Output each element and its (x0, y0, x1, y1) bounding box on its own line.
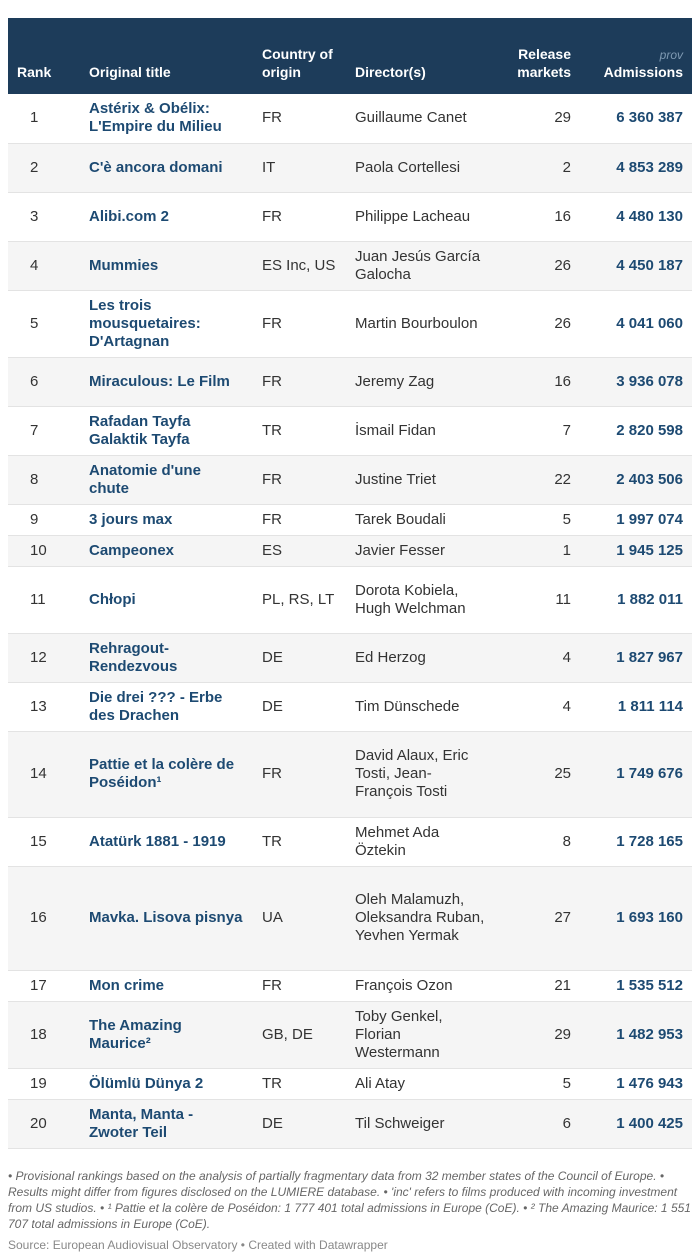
table-cell-rank: 20 (8, 1099, 80, 1148)
table-cell-country: ES (253, 535, 346, 566)
table-cell-admissions: 1 997 074 (580, 504, 692, 535)
table-cell-admissions: 1 535 512 (580, 970, 692, 1001)
table-cell-rank: 10 (8, 535, 80, 566)
table-cell-admissions: 1 400 425 (580, 1099, 692, 1148)
table-cell-admissions: 1 482 953 (580, 1001, 692, 1068)
table-cell-director: İsmail Fidan (346, 406, 494, 455)
table-cell-admissions: 4 450 187 (580, 241, 692, 290)
table-cell-director: Ali Atay (346, 1068, 494, 1099)
table-cell-markets: 29 (494, 94, 580, 143)
table-cell-rank: 2 (8, 143, 80, 192)
table-cell-markets: 16 (494, 192, 580, 241)
table-cell-admissions: 3 936 078 (580, 357, 692, 406)
table-cell-title: Ölümlü Dünya 2 (80, 1068, 253, 1099)
table-row (8, 94, 692, 143)
table-cell-director: Paola Cortellesi (346, 143, 494, 192)
table-cell-markets: 26 (494, 290, 580, 357)
table-cell-country: IT (253, 143, 346, 192)
table-row (8, 192, 692, 241)
table-cell-admissions: 2 403 506 (580, 455, 692, 504)
table-cell-markets: 16 (494, 357, 580, 406)
table-row (8, 866, 692, 970)
table-cell-admissions: 2 820 598 (580, 406, 692, 455)
table-cell-title: Atatürk 1881 - 1919 (80, 817, 253, 866)
table-cell-markets: 29 (494, 1001, 580, 1068)
table-cell-markets: 21 (494, 970, 580, 1001)
table-cell-country: FR (253, 94, 346, 143)
table-row (8, 970, 692, 1001)
table-row (8, 535, 692, 566)
table-row (8, 817, 692, 866)
table-cell-rank: 13 (8, 682, 80, 731)
table-cell-rank: 14 (8, 731, 80, 817)
table-cell-rank: 3 (8, 192, 80, 241)
table-cell-director: David Alaux, Eric Tosti, Jean-François Tosti (346, 731, 494, 817)
table-cell-admissions: 1 749 676 (580, 731, 692, 817)
table-cell-admissions: 1 476 943 (580, 1068, 692, 1099)
table-body (8, 94, 692, 1148)
table-cell-country: FR (253, 192, 346, 241)
table-row (8, 731, 692, 817)
table-cell-rank: 5 (8, 290, 80, 357)
table-cell-admissions: 1 882 011 (580, 566, 692, 633)
table-cell-rank: 6 (8, 357, 80, 406)
table-cell-director: Juan Jesús García Galocha (346, 241, 494, 290)
table-cell-country: PL, RS, LT (253, 566, 346, 633)
table-cell-country: FR (253, 455, 346, 504)
table-cell-rank: 11 (8, 566, 80, 633)
table-cell-director: Justine Triet (346, 455, 494, 504)
table-cell-title: Miraculous: Le Film (80, 357, 253, 406)
table-cell-country: DE (253, 682, 346, 731)
table-cell-title: The Amazing Maurice² (80, 1001, 253, 1068)
table-cell-title: Anatomie d'une chute (80, 455, 253, 504)
table-cell-director: Ed Herzog (346, 633, 494, 682)
table-cell-director: Tim Dünschede (346, 682, 494, 731)
table-row (8, 143, 692, 192)
table-cell-country: FR (253, 504, 346, 535)
table-row (8, 1068, 692, 1099)
table-cell-title: Chłopi (80, 566, 253, 633)
table-cell-country: DE (253, 633, 346, 682)
table-row (8, 357, 692, 406)
header-markets: Release markets (494, 18, 580, 94)
header-country: Country of origin (253, 18, 346, 94)
table-cell-title: Campeonex (80, 535, 253, 566)
table-cell-director: Tarek Boudali (346, 504, 494, 535)
table-cell-admissions: 4 853 289 (580, 143, 692, 192)
table-row (8, 455, 692, 504)
table-cell-markets: 5 (494, 504, 580, 535)
table-cell-director: Martin Bourboulon (346, 290, 494, 357)
table-cell-title: Mavka. Lisova pisnya (80, 866, 253, 970)
table-cell-title: Alibi.com 2 (80, 192, 253, 241)
table-cell-title: Rafadan Tayfa Galaktik Tayfa (80, 406, 253, 455)
header-director: Director(s) (346, 18, 494, 94)
table-cell-title: 3 jours max (80, 504, 253, 535)
table-cell-markets: 26 (494, 241, 580, 290)
table-row (8, 241, 692, 290)
table-row (8, 566, 692, 633)
table-cell-director: Javier Fesser (346, 535, 494, 566)
table-cell-title: Manta, Manta - Zwoter Teil (80, 1099, 253, 1148)
table-cell-admissions: 6 360 387 (580, 94, 692, 143)
table-row (8, 290, 692, 357)
table-cell-director: Jeremy Zag (346, 357, 494, 406)
table-cell-markets: 27 (494, 866, 580, 970)
table-cell-markets: 7 (494, 406, 580, 455)
table-cell-admissions: 1 693 160 (580, 866, 692, 970)
table-cell-admissions: 4 041 060 (580, 290, 692, 357)
admissions-table (8, 18, 692, 1149)
table-cell-country: TR (253, 406, 346, 455)
table-cell-director: Dorota Kobiela, Hugh Welchman (346, 566, 494, 633)
table-cell-director: Toby Genkel, Florian Westermann (346, 1001, 494, 1068)
table-cell-director: Guillaume Canet (346, 94, 494, 143)
header-admissions-label: Admissions (603, 64, 683, 80)
table-cell-director: Oleh Malamuzh, Oleksandra Ruban, Yevhen Yermak (346, 866, 494, 970)
table-cell-admissions: 1 827 967 (580, 633, 692, 682)
table-cell-rank: 18 (8, 1001, 80, 1068)
table-cell-markets: 1 (494, 535, 580, 566)
table-cell-rank: 8 (8, 455, 80, 504)
table-cell-country: GB, DE (253, 1001, 346, 1068)
table-cell-country: FR (253, 290, 346, 357)
table-cell-country: TR (253, 817, 346, 866)
table-cell-country: DE (253, 1099, 346, 1148)
table-cell-country: ES Inc, US (253, 241, 346, 290)
header-title: Original title (80, 18, 253, 94)
table-row (8, 1099, 692, 1148)
header-admissions (580, 18, 692, 94)
table-cell-rank: 9 (8, 504, 80, 535)
table-cell-markets: 25 (494, 731, 580, 817)
table-cell-title: Mummies (80, 241, 253, 290)
table-cell-country: FR (253, 970, 346, 1001)
table-cell-director: Til Schweiger (346, 1099, 494, 1148)
table-cell-admissions: 1 728 165 (580, 817, 692, 866)
table-cell-rank: 4 (8, 241, 80, 290)
table-cell-title: Les trois mousquetaires: D'Artagnan (80, 290, 253, 357)
table-cell-markets: 4 (494, 633, 580, 682)
table-row (8, 406, 692, 455)
table-cell-title: C'è ancora domani (80, 143, 253, 192)
table-cell-title: Pattie et la colère de Poséidon¹ (80, 731, 253, 817)
table-cell-title: Die drei ??? - Erbe des Drachen (80, 682, 253, 731)
table-row (8, 682, 692, 731)
table-cell-admissions: 4 480 130 (580, 192, 692, 241)
table-cell-admissions: 1 945 125 (580, 535, 692, 566)
table-row (8, 1001, 692, 1068)
table-cell-admissions: 1 811 114 (580, 682, 692, 731)
table-cell-director: François Ozon (346, 970, 494, 1001)
table-cell-markets: 5 (494, 1068, 580, 1099)
table-row (8, 504, 692, 535)
table-cell-country: FR (253, 731, 346, 817)
table-cell-rank: 1 (8, 94, 80, 143)
table-cell-rank: 12 (8, 633, 80, 682)
table-cell-title: Mon crime (80, 970, 253, 1001)
table-cell-director: Mehmet Ada Öztekin (346, 817, 494, 866)
table-cell-markets: 6 (494, 1099, 580, 1148)
footnotes: • Provisional rankings based on the analysis of partially fragmentary data from 32 member states of the Council of Europe. • Results might differ from figures disclosed on the LUMIERE database. • 'inc' refers to films produced with incoming investment from US studios. • ¹ Pattie et la colère de Poséidon: 1 777 401 total admissions in Europe (CoE). • ² The Amazing Maurice: 1 551 707 total admissions in Europe (CoE). (8, 1169, 691, 1231)
table-cell-country: UA (253, 866, 346, 970)
table-cell-rank: 16 (8, 866, 80, 970)
table-cell-country: TR (253, 1068, 346, 1099)
table-cell-rank: 19 (8, 1068, 80, 1099)
table-cell-markets: 22 (494, 455, 580, 504)
table-cell-country: FR (253, 357, 346, 406)
header-prov: prov (659, 48, 683, 62)
table-cell-title: Rehragout-Rendezvous (80, 633, 253, 682)
table-cell-markets: 8 (494, 817, 580, 866)
table-cell-director: Philippe Lacheau (346, 192, 494, 241)
table-cell-rank: 17 (8, 970, 80, 1001)
table-cell-markets: 11 (494, 566, 580, 633)
source-line: Source: European Audiovisual Observatory • Created with Datawrapper (8, 1238, 388, 1252)
table-header (8, 18, 692, 94)
table-cell-markets: 2 (494, 143, 580, 192)
table-cell-rank: 15 (8, 817, 80, 866)
table-cell-rank: 7 (8, 406, 80, 455)
table-cell-title: Astérix & Obélix: L'Empire du Milieu (80, 94, 253, 143)
table-cell-markets: 4 (494, 682, 580, 731)
table-row (8, 633, 692, 682)
header-rank: Rank (8, 18, 80, 94)
